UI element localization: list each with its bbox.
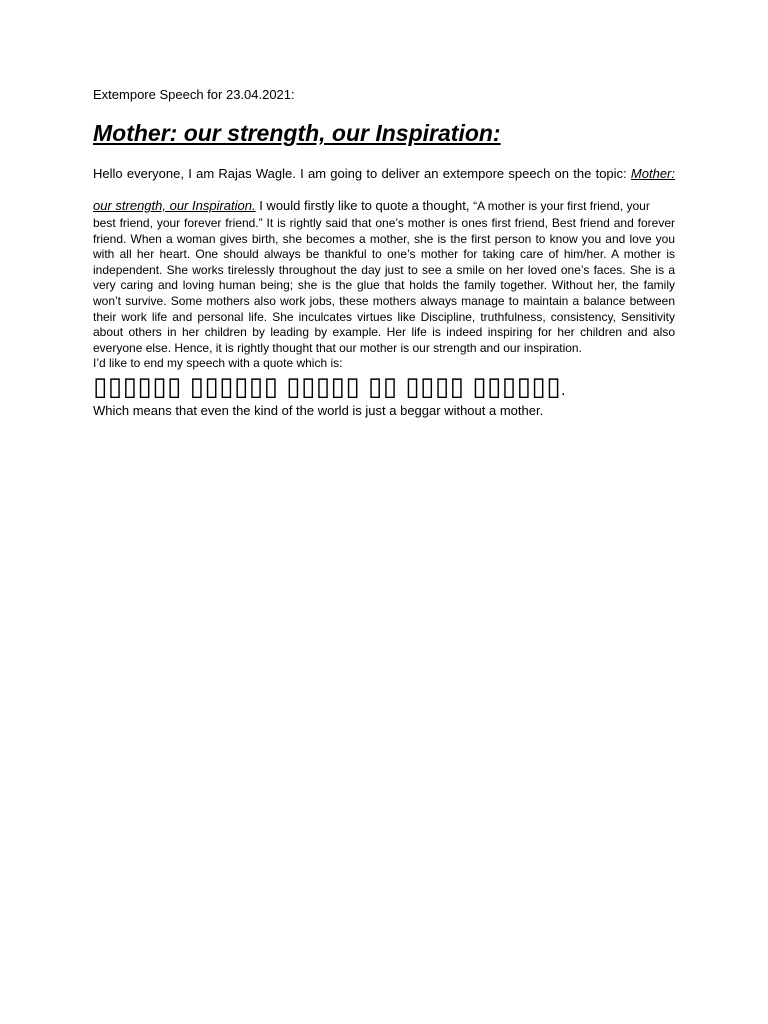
- date-line: Extempore Speech for 23.04.2021:: [93, 87, 295, 102]
- closing-intro: I’d like to end my speech with a quote which is:: [93, 356, 343, 371]
- sanskrit-period: .: [561, 381, 566, 399]
- intro-paragraph: [93, 158, 675, 222]
- intro-after-topic: I would firstly like to quote a thought,: [255, 198, 474, 213]
- quote-start: “A mother is your first friend, your: [473, 199, 650, 213]
- speech-title: Mother: our strength, our Inspiration:: [93, 120, 501, 146]
- sanskrit-quote-line: [93, 370, 675, 407]
- body-section: [93, 216, 675, 356]
- topic-reference: Mother: our strength, our Inspiration.: [93, 166, 675, 213]
- sanskrit-quote: ▯▯▯▯▯▯ ▯▯▯▯▯▯ ▯▯▯▯▯ ▯▯ ▯▯▯▯ ▯▯▯▯▯▯: [93, 370, 562, 401]
- document-page: [93, 86, 675, 419]
- intro-lead: Hello everyone, I am Rajas Wagle. I am going to deliver an extempore speech on the topic:: [93, 166, 631, 181]
- quote-meaning: Which means that even the kind of the world is just a beggar without a mother.: [93, 402, 544, 418]
- body-paragraph: best friend, your forever friend.” It is rightly said that one’s mother is ones first friend, Best friend and forever friend. When a woman gives birth, she becomes a mother, she is the first person to know you and love you with all her heart. One should always be thankful to one’s mother for taking care of him/her. A mother is independent. She works tirelessly throughout the day just to see a smile on her loved one’s faces. She is a very caring and loving human being; she is the glue that holds the family together. Without her, the family won’t survive. Some mothers also work jobs, these mothers always manage to maintain a balance between their work life and personal life. She inculcates virtues like Discipline, truthfulness, consistency, Sensitivity about others in her children by leading by example. Her life is indeed inspiring for her children and also everyone else. Hence, it is rightly thought that our mother is our strength and our inspiration.: [93, 216, 675, 355]
